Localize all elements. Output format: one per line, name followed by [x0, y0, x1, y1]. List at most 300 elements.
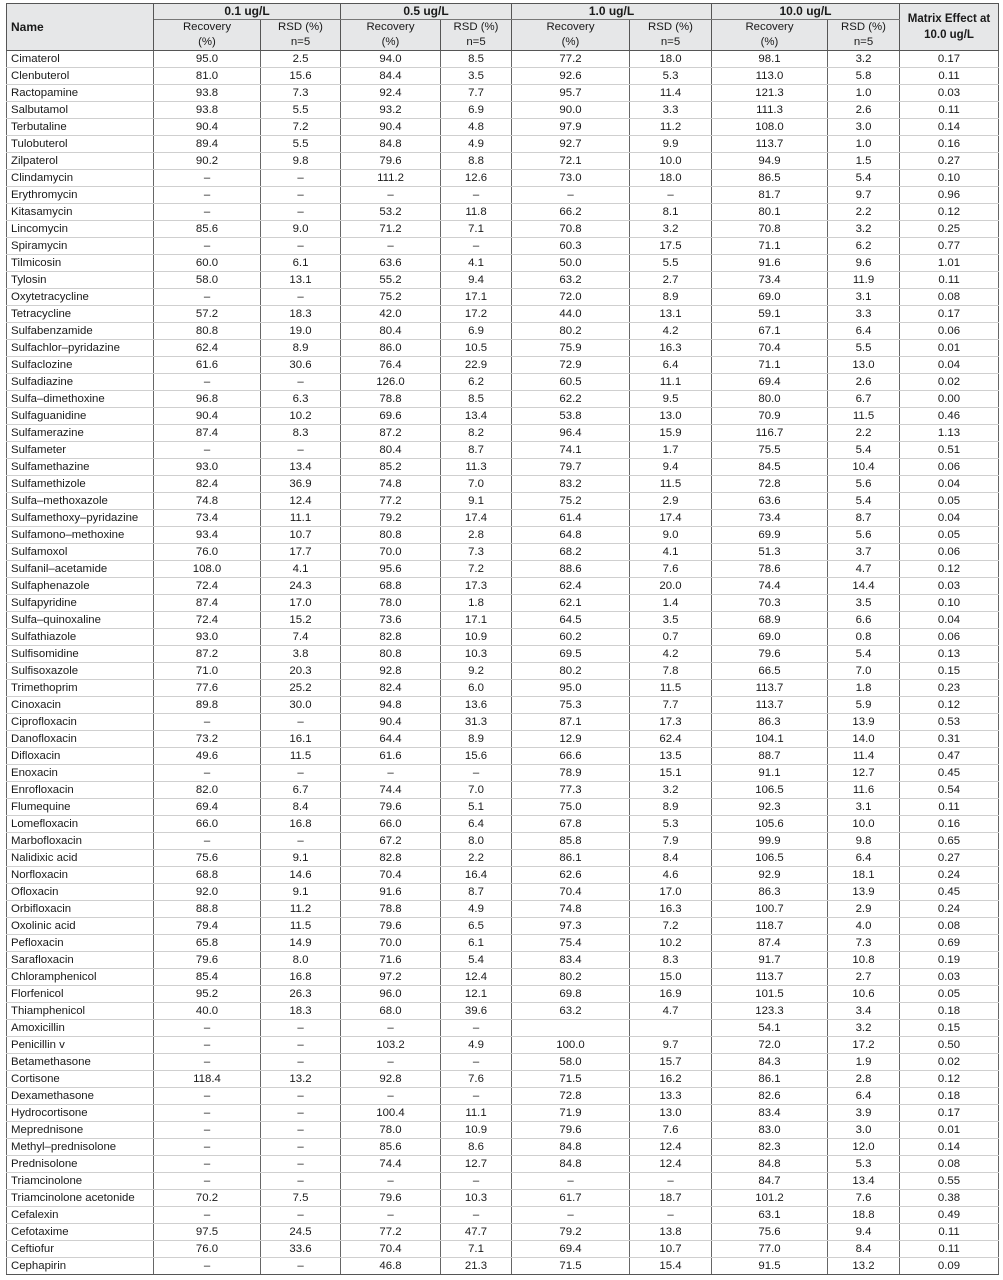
recovery-0-1-cell: – — [154, 170, 261, 187]
recovery-0-1-cell: 90.4 — [154, 408, 261, 425]
compound-name-cell: Sulfaclozine — [7, 357, 154, 374]
recovery-0-5-cell: – — [341, 187, 441, 204]
table-row — [7, 935, 999, 952]
recovery-1-0-cell: 69.4 — [512, 1241, 630, 1258]
recovery-1-0-cell: 73.0 — [512, 170, 630, 187]
rsd-1-0-cell: 20.0 — [630, 578, 712, 595]
table-row — [7, 1037, 999, 1054]
recovery-1-0-cell: 80.2 — [512, 663, 630, 680]
rsd-subheader-label: RSD (%) — [841, 21, 886, 33]
rsd-10-0-cell: 2.8 — [828, 1071, 900, 1088]
recovery-10-0-cell: 92.9 — [712, 867, 828, 884]
rsd-0-5-cell: 10.5 — [441, 340, 512, 357]
rsd-1-0-cell: 18.7 — [630, 1190, 712, 1207]
recovery-1-0-cell: 79.6 — [512, 1122, 630, 1139]
table-row — [7, 221, 999, 238]
recovery-10-0-cell: 98.1 — [712, 51, 828, 68]
rsd-1-0-cell: 7.8 — [630, 663, 712, 680]
rsd-0-1-cell: 24.3 — [261, 578, 341, 595]
rsd-0-5-cell: 6.9 — [441, 102, 512, 119]
recovery-1-0-cell: 80.2 — [512, 969, 630, 986]
rsd-0-5-cell: 7.7 — [441, 85, 512, 102]
compound-name-cell: Cefalexin — [7, 1207, 154, 1224]
rsd-0-1-cell: 15.6 — [261, 68, 341, 85]
recovery-1-0-cell: 66.2 — [512, 204, 630, 221]
rsd-0-1-cell: 9.0 — [261, 221, 341, 238]
compound-name-cell: Amoxicillin — [7, 1020, 154, 1037]
rsd-0-5-cell: 47.7 — [441, 1224, 512, 1241]
rsd-1-0-cell: 15.4 — [630, 1258, 712, 1275]
compound-name-cell: Triamcinolone acetonide — [7, 1190, 154, 1207]
recovery-0-5-cell: 70.4 — [341, 867, 441, 884]
recovery-0-1-cell: 76.0 — [154, 1241, 261, 1258]
rsd-10-0-cell: 8.4 — [828, 1241, 900, 1258]
recovery-1-0-cell: 70.4 — [512, 884, 630, 901]
recovery-0-5-cell: 61.6 — [341, 748, 441, 765]
recovery-0-1-cell: 80.8 — [154, 323, 261, 340]
matrix-effect-cell: 0.27 — [900, 850, 999, 867]
compound-name-cell: Sulfa–methoxazole — [7, 493, 154, 510]
recovery-10-0-cell: 113.7 — [712, 969, 828, 986]
recovery-0-5-cell: 71.6 — [341, 952, 441, 969]
matrix-effect-cell: 0.27 — [900, 153, 999, 170]
rsd-0-1-cell: – — [261, 204, 341, 221]
recovery-10-0-cell: 70.4 — [712, 340, 828, 357]
table-row — [7, 323, 999, 340]
group-header-1-0: 1.0 ug/L — [512, 4, 712, 20]
recovery-0-5-cell: 68.8 — [341, 578, 441, 595]
rsd-0-5-cell: 9.2 — [441, 663, 512, 680]
recovery-0-1-cell: 76.0 — [154, 544, 261, 561]
rsd-1-0-cell: 13.0 — [630, 408, 712, 425]
rsd-0-1-cell: 18.3 — [261, 1003, 341, 1020]
table-row — [7, 544, 999, 561]
rsd-0-5-cell: – — [441, 765, 512, 782]
recovery-0-1-cell: 87.4 — [154, 425, 261, 442]
matrix-effect-cell: 0.11 — [900, 68, 999, 85]
compound-name-cell: Sulfa–quinoxaline — [7, 612, 154, 629]
recovery-10-0-cell: 68.9 — [712, 612, 828, 629]
matrix-effect-cell: 0.23 — [900, 680, 999, 697]
table-row — [7, 102, 999, 119]
matrix-effect-cell: 0.54 — [900, 782, 999, 799]
recovery-10-0-cell: 72.8 — [712, 476, 828, 493]
rsd-10-0-cell: 3.5 — [828, 595, 900, 612]
recovery-10-0-cell: 84.8 — [712, 1156, 828, 1173]
recovery-0-1-cell: 73.4 — [154, 510, 261, 527]
rsd-subheader-unit: n=5 — [466, 36, 486, 48]
rsd-10-0-cell: 1.0 — [828, 136, 900, 153]
recovery-0-5-cell: 80.4 — [341, 442, 441, 459]
rsd-1-0-cell: 7.6 — [630, 1122, 712, 1139]
recovery-1-0-cell: – — [512, 1207, 630, 1224]
recovery-0-1-cell: – — [154, 289, 261, 306]
table-body — [7, 51, 999, 1275]
recovery-0-1-cell: – — [154, 1207, 261, 1224]
rsd-0-5-cell: 11.3 — [441, 459, 512, 476]
rsd-1-0-cell: 15.7 — [630, 1054, 712, 1071]
rsd-1-0-cell: 17.0 — [630, 884, 712, 901]
recovery-10-0-cell: 75.6 — [712, 1224, 828, 1241]
recovery-10-0-cell: 92.3 — [712, 799, 828, 816]
recovery-subheader-label: Recovery — [546, 21, 595, 33]
rsd-1-0-cell: 4.6 — [630, 867, 712, 884]
rsd-0-1-cell: – — [261, 289, 341, 306]
rsd-1-0-cell: 12.4 — [630, 1156, 712, 1173]
rsd-0-5-cell: 6.1 — [441, 935, 512, 952]
compound-name-cell: Sulfachlor–pyridazine — [7, 340, 154, 357]
compound-name-cell: Cortisone — [7, 1071, 154, 1088]
matrix-effect-cell: 0.53 — [900, 714, 999, 731]
rsd-1-0-cell: 16.3 — [630, 901, 712, 918]
rsd-10-0-cell: 7.6 — [828, 1190, 900, 1207]
recovery-0-5-cell: – — [341, 1020, 441, 1037]
rsd-1-0-cell: 3.2 — [630, 221, 712, 238]
name-column-header: Name — [7, 4, 154, 51]
recovery-0-5-cell: 69.6 — [341, 408, 441, 425]
recovery-1-0-cell: 72.1 — [512, 153, 630, 170]
matrix-effect-cell: 0.50 — [900, 1037, 999, 1054]
group-header-0-5: 0.5 ug/L — [341, 4, 512, 20]
rsd-1-0-cell: 17.5 — [630, 238, 712, 255]
rsd-10-0-cell: 1.9 — [828, 1054, 900, 1071]
recovery-10-0-cell: 59.1 — [712, 306, 828, 323]
matrix-effect-cell: 0.10 — [900, 595, 999, 612]
rsd-10-0-cell: 9.7 — [828, 187, 900, 204]
table-row — [7, 68, 999, 85]
recovery-0-1-cell: 62.4 — [154, 340, 261, 357]
recovery-1-0-cell: 60.2 — [512, 629, 630, 646]
table-row — [7, 238, 999, 255]
recovery-0-1-cell: – — [154, 442, 261, 459]
rsd-0-5-cell: 9.4 — [441, 272, 512, 289]
matrix-effect-cell: 0.45 — [900, 884, 999, 901]
table-row — [7, 119, 999, 136]
recovery-0-5-cell: 78.0 — [341, 1122, 441, 1139]
recovery-10-0-cell: 106.5 — [712, 782, 828, 799]
rsd-subheader-unit: n=5 — [290, 36, 311, 48]
recovery-0-5-cell: – — [341, 1054, 441, 1071]
recovery-0-1-cell: 82.4 — [154, 476, 261, 493]
rsd-0-5-cell: – — [441, 1088, 512, 1105]
compound-name-cell: Orbifloxacin — [7, 901, 154, 918]
matrix-effect-cell: 0.96 — [900, 187, 999, 204]
rsd-10-0-cell: 5.4 — [828, 170, 900, 187]
recovery-1-0-cell: 63.2 — [512, 272, 630, 289]
recovery-0-5-cell: 70.0 — [341, 935, 441, 952]
recovery-10-0-cell: 111.3 — [712, 102, 828, 119]
rsd-0-1-cell: – — [261, 1207, 341, 1224]
rsd-1-0-cell: – — [630, 187, 712, 204]
matrix-effect-cell: 0.12 — [900, 1071, 999, 1088]
recovery-0-5-cell: 70.0 — [341, 544, 441, 561]
rsd-0-5-cell: 10.9 — [441, 629, 512, 646]
recovery-0-1-cell: – — [154, 1037, 261, 1054]
rsd-0-1-cell: 11.5 — [261, 748, 341, 765]
rsd-subheader-label: RSD (%) — [648, 21, 693, 33]
recovery-10-0-cell: 86.5 — [712, 170, 828, 187]
table-row — [7, 340, 999, 357]
rsd-1-0-cell: 0.7 — [630, 629, 712, 646]
matrix-effect-cell: 0.08 — [900, 289, 999, 306]
recovery-10-0-cell: 70.9 — [712, 408, 828, 425]
rsd-1-0-cell: 13.5 — [630, 748, 712, 765]
recovery-0-5-cell: 68.0 — [341, 1003, 441, 1020]
rsd-0-1-cell: 25.2 — [261, 680, 341, 697]
recovery-10-0-cell: 82.3 — [712, 1139, 828, 1156]
recovery-10-0-cell: 63.1 — [712, 1207, 828, 1224]
table-row — [7, 901, 999, 918]
recovery-0-5-cell: 82.8 — [341, 850, 441, 867]
rsd-0-1-cell: 12.4 — [261, 493, 341, 510]
rsd-1-0-cell: 13.0 — [630, 1105, 712, 1122]
compound-name-cell: Hydrocortisone — [7, 1105, 154, 1122]
rsd-0-5-cell: 12.7 — [441, 1156, 512, 1173]
recovery-0-5-cell: 90.4 — [341, 714, 441, 731]
rsd-0-5-cell: – — [441, 1020, 512, 1037]
matrix-effect-cell: 0.69 — [900, 935, 999, 952]
recovery-subheader — [712, 20, 828, 51]
rsd-1-0-cell: 2.9 — [630, 493, 712, 510]
table-row — [7, 969, 999, 986]
matrix-effect-cell: 0.77 — [900, 238, 999, 255]
recovery-10-0-cell: 73.4 — [712, 510, 828, 527]
compound-name-cell: Clenbuterol — [7, 68, 154, 85]
matrix-effect-cell: 0.18 — [900, 1003, 999, 1020]
matrix-effect-cell: 0.03 — [900, 85, 999, 102]
compound-name-cell: Prednisolone — [7, 1156, 154, 1173]
matrix-effect-cell: 0.15 — [900, 663, 999, 680]
rsd-10-0-cell: 2.6 — [828, 374, 900, 391]
rsd-10-0-cell: 5.5 — [828, 340, 900, 357]
rsd-0-1-cell: 4.1 — [261, 561, 341, 578]
rsd-0-1-cell: 10.2 — [261, 408, 341, 425]
rsd-10-0-cell: 13.4 — [828, 1173, 900, 1190]
compound-name-cell: Sulfapyridine — [7, 595, 154, 612]
rsd-0-1-cell: 7.3 — [261, 85, 341, 102]
recovery-0-5-cell: 78.8 — [341, 391, 441, 408]
table-row — [7, 391, 999, 408]
matrix-effect-cell: 0.12 — [900, 204, 999, 221]
rsd-10-0-cell: 5.9 — [828, 697, 900, 714]
rsd-1-0-cell: 16.3 — [630, 340, 712, 357]
recovery-subheader — [512, 20, 630, 51]
compound-name-cell: Sulfamethoxy–pyridazine — [7, 510, 154, 527]
recovery-1-0-cell: 83.4 — [512, 952, 630, 969]
rsd-0-5-cell: 6.0 — [441, 680, 512, 697]
compound-name-cell: Sulfisoxazole — [7, 663, 154, 680]
recovery-1-0-cell: 100.0 — [512, 1037, 630, 1054]
rsd-0-1-cell: – — [261, 765, 341, 782]
recovery-0-5-cell: 74.4 — [341, 782, 441, 799]
matrix-effect-cell: 0.02 — [900, 374, 999, 391]
rsd-0-5-cell: 17.4 — [441, 510, 512, 527]
rsd-10-0-cell: 11.6 — [828, 782, 900, 799]
compound-name-cell: Sulfanil–acetamide — [7, 561, 154, 578]
matrix-effect-cell: 0.65 — [900, 833, 999, 850]
rsd-0-5-cell: 21.3 — [441, 1258, 512, 1275]
recovery-0-1-cell: 77.6 — [154, 680, 261, 697]
rsd-10-0-cell: 13.9 — [828, 884, 900, 901]
recovery-10-0-cell: 91.6 — [712, 255, 828, 272]
recovery-10-0-cell: 123.3 — [712, 1003, 828, 1020]
recovery-10-0-cell: 54.1 — [712, 1020, 828, 1037]
rsd-0-5-cell: 8.8 — [441, 153, 512, 170]
recovery-10-0-cell: 67.1 — [712, 323, 828, 340]
rsd-0-1-cell: – — [261, 238, 341, 255]
recovery-10-0-cell: 91.7 — [712, 952, 828, 969]
rsd-1-0-cell: 17.3 — [630, 714, 712, 731]
rsd-1-0-cell: 5.3 — [630, 816, 712, 833]
compound-name-cell: Dexamethasone — [7, 1088, 154, 1105]
recovery-0-1-cell: 87.2 — [154, 646, 261, 663]
recovery-10-0-cell: 100.7 — [712, 901, 828, 918]
recovery-0-5-cell: – — [341, 765, 441, 782]
table-row — [7, 697, 999, 714]
matrix-effect-cell: 0.04 — [900, 510, 999, 527]
rsd-0-1-cell: 30.6 — [261, 357, 341, 374]
recovery-0-5-cell: 92.8 — [341, 1071, 441, 1088]
table-row — [7, 867, 999, 884]
rsd-0-1-cell: 26.3 — [261, 986, 341, 1003]
recovery-0-5-cell: 80.8 — [341, 527, 441, 544]
recovery-0-5-cell: 93.2 — [341, 102, 441, 119]
rsd-1-0-cell: 11.5 — [630, 680, 712, 697]
recovery-1-0-cell: 66.6 — [512, 748, 630, 765]
recovery-1-0-cell: 67.8 — [512, 816, 630, 833]
rsd-1-0-cell: 62.4 — [630, 731, 712, 748]
rsd-0-5-cell: 8.7 — [441, 442, 512, 459]
table-row — [7, 578, 999, 595]
matrix-effect-cell: 0.06 — [900, 629, 999, 646]
table-row — [7, 748, 999, 765]
rsd-10-0-cell: 12.7 — [828, 765, 900, 782]
recovery-10-0-cell: 106.5 — [712, 850, 828, 867]
rsd-10-0-cell: 5.4 — [828, 493, 900, 510]
recovery-0-1-cell: 87.4 — [154, 595, 261, 612]
recovery-0-5-cell: 79.6 — [341, 153, 441, 170]
recovery-10-0-cell: 105.6 — [712, 816, 828, 833]
recovery-0-1-cell: 85.4 — [154, 969, 261, 986]
recovery-1-0-cell: 90.0 — [512, 102, 630, 119]
rsd-1-0-cell: 12.4 — [630, 1139, 712, 1156]
matrix-effect-cell: 0.11 — [900, 1241, 999, 1258]
rsd-1-0-cell: 2.7 — [630, 272, 712, 289]
compound-name-cell: Oxolinic acid — [7, 918, 154, 935]
recovery-0-1-cell: – — [154, 1258, 261, 1275]
rsd-10-0-cell: 2.9 — [828, 901, 900, 918]
recovery-0-5-cell: 111.2 — [341, 170, 441, 187]
recovery-1-0-cell: 60.5 — [512, 374, 630, 391]
table-row — [7, 663, 999, 680]
rsd-0-1-cell: 11.5 — [261, 918, 341, 935]
rsd-1-0-cell: 10.2 — [630, 935, 712, 952]
recovery-0-1-cell: 49.6 — [154, 748, 261, 765]
recovery-10-0-cell: 86.1 — [712, 1071, 828, 1088]
recovery-0-1-cell: – — [154, 1054, 261, 1071]
rsd-0-1-cell: 8.9 — [261, 340, 341, 357]
recovery-table — [6, 3, 999, 1275]
rsd-10-0-cell: 0.8 — [828, 629, 900, 646]
rsd-0-5-cell: 10.3 — [441, 1190, 512, 1207]
table-row — [7, 612, 999, 629]
recovery-1-0-cell: 70.8 — [512, 221, 630, 238]
compound-name-cell: Triamcinolone — [7, 1173, 154, 1190]
rsd-0-5-cell: 8.9 — [441, 731, 512, 748]
rsd-0-1-cell: 13.1 — [261, 272, 341, 289]
rsd-0-1-cell: 5.5 — [261, 136, 341, 153]
rsd-10-0-cell: 10.8 — [828, 952, 900, 969]
recovery-1-0-cell: 77.2 — [512, 51, 630, 68]
recovery-10-0-cell: 69.4 — [712, 374, 828, 391]
rsd-1-0-cell: 18.0 — [630, 51, 712, 68]
compound-name-cell: Lomefloxacin — [7, 816, 154, 833]
recovery-0-5-cell: 55.2 — [341, 272, 441, 289]
rsd-10-0-cell: 1.5 — [828, 153, 900, 170]
compound-name-cell: Kitasamycin — [7, 204, 154, 221]
recovery-1-0-cell: 95.0 — [512, 680, 630, 697]
rsd-10-0-cell: 6.6 — [828, 612, 900, 629]
rsd-1-0-cell: 8.9 — [630, 289, 712, 306]
rsd-1-0-cell: 8.3 — [630, 952, 712, 969]
rsd-1-0-cell: 11.2 — [630, 119, 712, 136]
recovery-0-5-cell: 53.2 — [341, 204, 441, 221]
rsd-0-5-cell: 8.5 — [441, 51, 512, 68]
rsd-0-5-cell: 17.1 — [441, 289, 512, 306]
rsd-10-0-cell: 4.0 — [828, 918, 900, 935]
compound-name-cell: Erythromycin — [7, 187, 154, 204]
table-row — [7, 1122, 999, 1139]
rsd-0-1-cell: 2.5 — [261, 51, 341, 68]
table-row — [7, 1139, 999, 1156]
rsd-0-5-cell: – — [441, 187, 512, 204]
recovery-1-0-cell: 71.9 — [512, 1105, 630, 1122]
rsd-0-5-cell: 4.8 — [441, 119, 512, 136]
rsd-1-0-cell: 15.1 — [630, 765, 712, 782]
table-row — [7, 510, 999, 527]
recovery-1-0-cell: 61.7 — [512, 1190, 630, 1207]
rsd-0-5-cell: 31.3 — [441, 714, 512, 731]
recovery-1-0-cell: 75.9 — [512, 340, 630, 357]
rsd-0-5-cell: 7.6 — [441, 1071, 512, 1088]
compound-name-cell: Ceftiofur — [7, 1241, 154, 1258]
recovery-1-0-cell: 58.0 — [512, 1054, 630, 1071]
compound-name-cell: Tulobuterol — [7, 136, 154, 153]
recovery-0-1-cell: 85.6 — [154, 221, 261, 238]
rsd-1-0-cell: 5.3 — [630, 68, 712, 85]
recovery-1-0-cell: 84.8 — [512, 1156, 630, 1173]
table-row — [7, 1020, 999, 1037]
recovery-subheader — [154, 20, 261, 51]
rsd-0-5-cell: 7.1 — [441, 221, 512, 238]
recovery-1-0-cell: 60.3 — [512, 238, 630, 255]
rsd-10-0-cell: 3.9 — [828, 1105, 900, 1122]
recovery-0-1-cell: – — [154, 238, 261, 255]
recovery-1-0-cell: 74.1 — [512, 442, 630, 459]
rsd-0-1-cell: 36.9 — [261, 476, 341, 493]
recovery-1-0-cell: 87.1 — [512, 714, 630, 731]
recovery-10-0-cell: 113.7 — [712, 136, 828, 153]
rsd-10-0-cell: 6.7 — [828, 391, 900, 408]
recovery-0-5-cell: 100.4 — [341, 1105, 441, 1122]
recovery-0-1-cell: 92.0 — [154, 884, 261, 901]
compound-name-cell: Zilpaterol — [7, 153, 154, 170]
rsd-0-1-cell: 7.4 — [261, 629, 341, 646]
rsd-10-0-cell: 13.0 — [828, 357, 900, 374]
recovery-1-0-cell: 83.2 — [512, 476, 630, 493]
compound-name-cell: Betamethasone — [7, 1054, 154, 1071]
recovery-10-0-cell: 82.6 — [712, 1088, 828, 1105]
